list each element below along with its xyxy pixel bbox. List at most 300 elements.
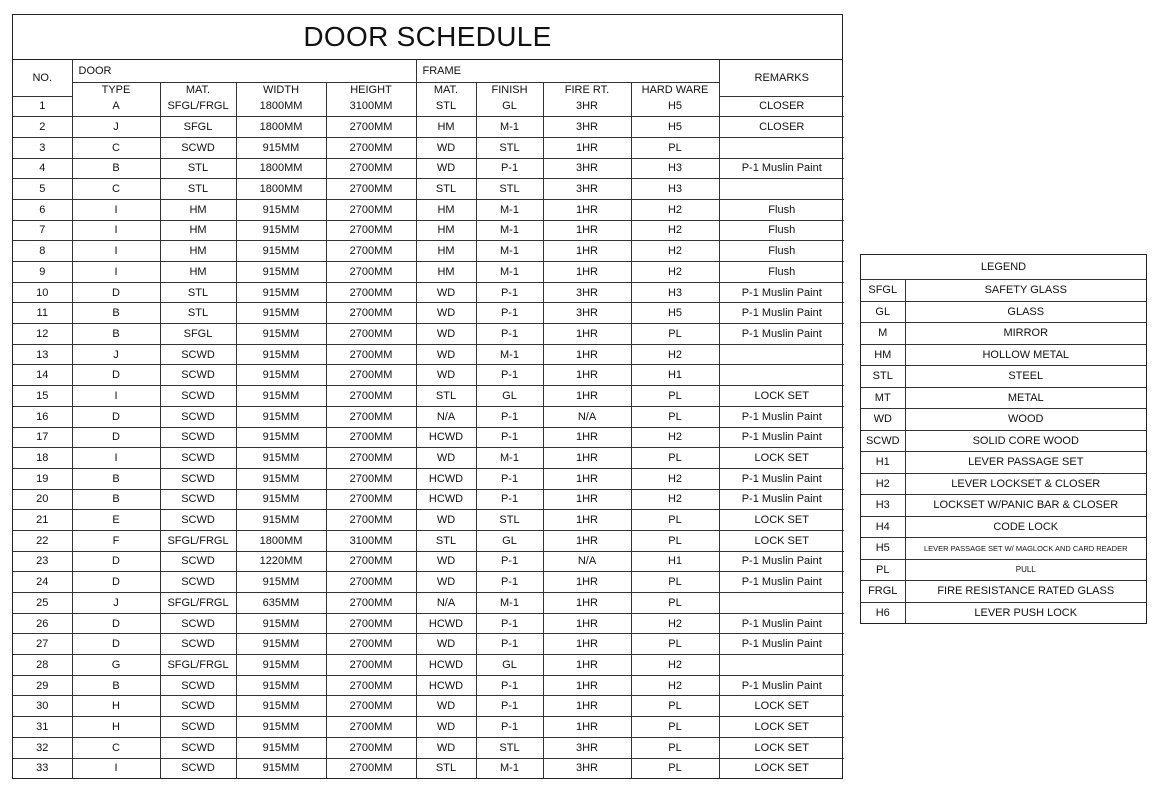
frame-hardware-cell: PL — [631, 634, 719, 655]
door-height-cell: 2700MM — [326, 468, 416, 489]
legend-description: MIRROR — [905, 323, 1146, 345]
door-type-cell: J — [72, 117, 160, 138]
legend-row — [861, 344, 1146, 366]
frame-mat-cell: WD — [416, 737, 476, 758]
frame-mat-cell: STL — [416, 96, 476, 117]
door-type-cell: H — [72, 717, 160, 738]
frame-finish-cell: P-1 — [476, 675, 543, 696]
legend-code: PL — [861, 559, 905, 581]
door-type-cell: D — [72, 551, 160, 572]
frame-mat-cell: HCWD — [416, 675, 476, 696]
table-row — [13, 510, 844, 531]
frame-hardware-cell: PL — [631, 593, 719, 614]
frame-hardware-cell: PL — [631, 758, 719, 778]
legend-row — [861, 581, 1146, 603]
header-frame-hardware: HARD WARE — [631, 83, 719, 97]
frame-finish-cell: GL — [476, 386, 543, 407]
frame-fire-rating-cell: 1HR — [543, 427, 631, 448]
frame-fire-rating-cell: 1HR — [543, 696, 631, 717]
remarks-cell — [719, 593, 844, 614]
door-width-cell: 1800MM — [236, 117, 326, 138]
door-mat-cell: HM — [160, 220, 236, 241]
door-height-cell: 2700MM — [326, 303, 416, 324]
frame-finish-cell: GL — [476, 655, 543, 676]
frame-fire-rating-cell: 1HR — [543, 365, 631, 386]
frame-hardware-cell: H2 — [631, 344, 719, 365]
door-type-cell: C — [72, 137, 160, 158]
frame-mat-cell: WD — [416, 510, 476, 531]
door-width-cell: 915MM — [236, 137, 326, 158]
door-type-cell: D — [72, 572, 160, 593]
door-type-cell: D — [72, 365, 160, 386]
door-mat-cell: SCWD — [160, 737, 236, 758]
frame-fire-rating-cell: 3HR — [543, 737, 631, 758]
row-no-cell: 26 — [13, 613, 72, 634]
legend-code: H2 — [861, 473, 905, 495]
frame-finish-cell: P-1 — [476, 158, 543, 179]
table-row — [13, 448, 844, 469]
door-type-cell: B — [72, 489, 160, 510]
frame-fire-rating-cell: 1HR — [543, 510, 631, 531]
frame-hardware-cell: H2 — [631, 613, 719, 634]
door-height-cell: 2700MM — [326, 551, 416, 572]
door-mat-cell: SCWD — [160, 448, 236, 469]
frame-fire-rating-cell: 1HR — [543, 386, 631, 407]
legend-code: H5 — [861, 538, 905, 560]
remarks-cell: P-1 Muslin Paint — [719, 468, 844, 489]
remarks-cell: P-1 Muslin Paint — [719, 427, 844, 448]
legend-description: LEVER PUSH LOCK — [905, 602, 1146, 623]
row-no-cell: 18 — [13, 448, 72, 469]
table-row — [13, 468, 844, 489]
table-row — [13, 696, 844, 717]
door-mat-cell: HM — [160, 262, 236, 283]
door-height-cell: 2700MM — [326, 613, 416, 634]
table-row — [13, 593, 844, 614]
frame-mat-cell: STL — [416, 758, 476, 778]
table-row — [13, 758, 844, 778]
door-width-cell: 915MM — [236, 675, 326, 696]
table-row — [13, 427, 844, 448]
remarks-cell — [719, 344, 844, 365]
row-no-cell: 4 — [13, 158, 72, 179]
door-type-cell: I — [72, 758, 160, 778]
frame-finish-cell: P-1 — [476, 468, 543, 489]
frame-mat-cell: WD — [416, 137, 476, 158]
frame-hardware-cell: PL — [631, 737, 719, 758]
schedule-body — [13, 96, 844, 778]
door-type-cell: I — [72, 220, 160, 241]
legend-row — [861, 452, 1146, 474]
frame-finish-cell: GL — [476, 96, 543, 117]
door-width-cell: 915MM — [236, 613, 326, 634]
door-height-cell: 2700MM — [326, 737, 416, 758]
frame-mat-cell: WD — [416, 717, 476, 738]
remarks-cell: LOCK SET — [719, 758, 844, 778]
door-type-cell: J — [72, 593, 160, 614]
frame-finish-cell: P-1 — [476, 613, 543, 634]
row-no-cell: 33 — [13, 758, 72, 778]
frame-mat-cell: HM — [416, 262, 476, 283]
frame-mat-cell: WD — [416, 634, 476, 655]
door-type-cell: I — [72, 262, 160, 283]
frame-finish-cell: STL — [476, 737, 543, 758]
legend-code: GL — [861, 301, 905, 323]
frame-fire-rating-cell: 1HR — [543, 593, 631, 614]
door-height-cell: 2700MM — [326, 282, 416, 303]
remarks-cell — [719, 365, 844, 386]
door-height-cell: 2700MM — [326, 448, 416, 469]
schedule-grid — [13, 60, 844, 778]
frame-fire-rating-cell: 1HR — [543, 137, 631, 158]
table-row — [13, 137, 844, 158]
frame-mat-cell: WD — [416, 551, 476, 572]
door-height-cell: 2700MM — [326, 406, 416, 427]
door-mat-cell: SCWD — [160, 468, 236, 489]
frame-fire-rating-cell: 1HR — [543, 613, 631, 634]
door-height-cell: 2700MM — [326, 634, 416, 655]
door-mat-cell: SCWD — [160, 137, 236, 158]
legend-description: CODE LOCK — [905, 516, 1146, 538]
frame-hardware-cell: PL — [631, 406, 719, 427]
row-no-cell: 14 — [13, 365, 72, 386]
frame-finish-cell: M-1 — [476, 758, 543, 778]
header-frame-group: FRAME — [416, 60, 719, 83]
door-mat-cell: SFGL/FRGL — [160, 593, 236, 614]
frame-fire-rating-cell: 1HR — [543, 530, 631, 551]
row-no-cell: 17 — [13, 427, 72, 448]
door-mat-cell: SFGL — [160, 324, 236, 345]
table-row — [13, 324, 844, 345]
table-row — [13, 572, 844, 593]
frame-fire-rating-cell: 1HR — [543, 655, 631, 676]
legend-body — [861, 280, 1146, 624]
remarks-cell: P-1 Muslin Paint — [719, 158, 844, 179]
door-mat-cell: SCWD — [160, 696, 236, 717]
frame-mat-cell: HCWD — [416, 468, 476, 489]
frame-hardware-cell: H2 — [631, 489, 719, 510]
door-type-cell: C — [72, 737, 160, 758]
row-no-cell: 24 — [13, 572, 72, 593]
frame-mat-cell: N/A — [416, 406, 476, 427]
frame-mat-cell: WD — [416, 324, 476, 345]
frame-finish-cell: P-1 — [476, 634, 543, 655]
frame-finish-cell: M-1 — [476, 344, 543, 365]
header-door-width: WIDTH — [236, 83, 326, 97]
frame-hardware-cell: PL — [631, 386, 719, 407]
door-height-cell: 2700MM — [326, 572, 416, 593]
remarks-cell: LOCK SET — [719, 448, 844, 469]
frame-fire-rating-cell: 3HR — [543, 179, 631, 200]
door-height-cell: 2700MM — [326, 655, 416, 676]
frame-fire-rating-cell: 1HR — [543, 717, 631, 738]
legend-code: H4 — [861, 516, 905, 538]
row-no-cell: 28 — [13, 655, 72, 676]
row-no-cell: 10 — [13, 282, 72, 303]
door-height-cell: 3100MM — [326, 530, 416, 551]
door-width-cell: 915MM — [236, 303, 326, 324]
table-row — [13, 530, 844, 551]
frame-hardware-cell: H1 — [631, 365, 719, 386]
legend-description: METAL — [905, 387, 1146, 409]
door-type-cell: I — [72, 448, 160, 469]
door-schedule-table — [12, 14, 843, 779]
legend-code: FRGL — [861, 581, 905, 603]
legend-description: WOOD — [905, 409, 1146, 431]
legend-row — [861, 366, 1146, 388]
door-mat-cell: SCWD — [160, 717, 236, 738]
door-height-cell: 2700MM — [326, 675, 416, 696]
frame-mat-cell: WD — [416, 344, 476, 365]
legend-code: WD — [861, 409, 905, 431]
row-no-cell: 22 — [13, 530, 72, 551]
frame-finish-cell: P-1 — [476, 282, 543, 303]
legend-description: STEEL — [905, 366, 1146, 388]
door-width-cell: 915MM — [236, 324, 326, 345]
remarks-cell: LOCK SET — [719, 386, 844, 407]
header-door-mat: MAT. — [160, 83, 236, 97]
door-width-cell: 915MM — [236, 634, 326, 655]
frame-finish-cell: STL — [476, 179, 543, 200]
legend-description: LEVER PASSAGE SET — [905, 452, 1146, 474]
frame-hardware-cell: H3 — [631, 282, 719, 303]
frame-hardware-cell: H2 — [631, 199, 719, 220]
frame-fire-rating-cell: 1HR — [543, 448, 631, 469]
legend-code: MT — [861, 387, 905, 409]
table-row — [13, 365, 844, 386]
remarks-cell: P-1 Muslin Paint — [719, 551, 844, 572]
door-height-cell: 2700MM — [326, 386, 416, 407]
door-type-cell: D — [72, 634, 160, 655]
frame-mat-cell: HCWD — [416, 427, 476, 448]
door-type-cell: D — [72, 406, 160, 427]
door-type-cell: B — [72, 675, 160, 696]
frame-finish-cell: P-1 — [476, 365, 543, 386]
remarks-cell: LOCK SET — [719, 530, 844, 551]
door-height-cell: 2700MM — [326, 241, 416, 262]
door-width-cell: 915MM — [236, 365, 326, 386]
legend-code: STL — [861, 366, 905, 388]
legend-code: SCWD — [861, 430, 905, 452]
frame-mat-cell: WD — [416, 572, 476, 593]
door-mat-cell: HM — [160, 241, 236, 262]
frame-mat-cell: N/A — [416, 593, 476, 614]
door-height-cell: 3100MM — [326, 96, 416, 117]
door-mat-cell: SCWD — [160, 365, 236, 386]
table-row — [13, 551, 844, 572]
frame-finish-cell: M-1 — [476, 220, 543, 241]
door-width-cell: 1800MM — [236, 179, 326, 200]
table-row — [13, 655, 844, 676]
header-no: NO. — [13, 60, 72, 96]
door-height-cell: 2700MM — [326, 489, 416, 510]
frame-hardware-cell: PL — [631, 448, 719, 469]
frame-mat-cell: WD — [416, 365, 476, 386]
row-no-cell: 2 — [13, 117, 72, 138]
frame-fire-rating-cell: N/A — [543, 406, 631, 427]
legend-row — [861, 387, 1146, 409]
frame-finish-cell: P-1 — [476, 696, 543, 717]
legend-row — [861, 602, 1146, 623]
frame-finish-cell: P-1 — [476, 717, 543, 738]
frame-hardware-cell: PL — [631, 510, 719, 531]
legend-row — [861, 409, 1146, 431]
row-no-cell: 1 — [13, 96, 72, 117]
legend-title: LEGEND — [980, 261, 1027, 273]
frame-hardware-cell: H5 — [631, 96, 719, 117]
door-mat-cell: SCWD — [160, 675, 236, 696]
frame-finish-cell: M-1 — [476, 199, 543, 220]
frame-mat-cell: HCWD — [416, 489, 476, 510]
door-mat-cell: SCWD — [160, 344, 236, 365]
door-mat-cell: SCWD — [160, 758, 236, 778]
door-width-cell: 635MM — [236, 593, 326, 614]
door-width-cell: 915MM — [236, 282, 326, 303]
frame-hardware-cell: H2 — [631, 262, 719, 283]
frame-fire-rating-cell: N/A — [543, 551, 631, 572]
door-width-cell: 915MM — [236, 737, 326, 758]
remarks-cell: Flush — [719, 241, 844, 262]
frame-hardware-cell: H3 — [631, 179, 719, 200]
frame-finish-cell: P-1 — [476, 551, 543, 572]
table-row — [13, 406, 844, 427]
row-no-cell: 16 — [13, 406, 72, 427]
frame-hardware-cell: H2 — [631, 675, 719, 696]
door-type-cell: I — [72, 241, 160, 262]
door-mat-cell: STL — [160, 282, 236, 303]
door-width-cell: 915MM — [236, 262, 326, 283]
door-width-cell: 915MM — [236, 406, 326, 427]
legend-description: PULL — [905, 559, 1146, 581]
door-type-cell: G — [72, 655, 160, 676]
table-row — [13, 737, 844, 758]
legend-description: LEVER PASSAGE SET W/ MAGLOCK AND CARD READER — [905, 538, 1146, 560]
door-type-cell: C — [72, 179, 160, 200]
row-no-cell: 13 — [13, 344, 72, 365]
door-type-cell: D — [72, 427, 160, 448]
frame-hardware-cell: PL — [631, 137, 719, 158]
frame-finish-cell: M-1 — [476, 117, 543, 138]
legend-row — [861, 430, 1146, 452]
frame-hardware-cell: H2 — [631, 468, 719, 489]
door-mat-cell: SCWD — [160, 634, 236, 655]
remarks-cell: P-1 Muslin Paint — [719, 613, 844, 634]
door-height-cell: 2700MM — [326, 199, 416, 220]
row-no-cell: 6 — [13, 199, 72, 220]
frame-mat-cell: HM — [416, 241, 476, 262]
schedule-title: DOOR SCHEDULE — [13, 15, 842, 60]
frame-hardware-cell: H5 — [631, 117, 719, 138]
table-row — [13, 717, 844, 738]
table-row — [13, 675, 844, 696]
door-mat-cell: SFGL/FRGL — [160, 530, 236, 551]
frame-finish-cell: M-1 — [476, 593, 543, 614]
door-width-cell: 1800MM — [236, 158, 326, 179]
row-no-cell: 31 — [13, 717, 72, 738]
frame-finish-cell: P-1 — [476, 427, 543, 448]
legend-row — [861, 323, 1146, 345]
door-type-cell: B — [72, 303, 160, 324]
door-width-cell: 915MM — [236, 220, 326, 241]
remarks-cell: Flush — [719, 199, 844, 220]
door-height-cell: 2700MM — [326, 717, 416, 738]
frame-fire-rating-cell: 1HR — [543, 489, 631, 510]
frame-mat-cell: STL — [416, 530, 476, 551]
frame-mat-cell: WD — [416, 448, 476, 469]
frame-mat-cell: STL — [416, 386, 476, 407]
frame-finish-cell: P-1 — [476, 303, 543, 324]
door-mat-cell: SCWD — [160, 613, 236, 634]
frame-fire-rating-cell: 1HR — [543, 572, 631, 593]
table-row — [13, 158, 844, 179]
legend-row — [861, 280, 1146, 302]
remarks-cell — [719, 179, 844, 200]
door-width-cell: 915MM — [236, 696, 326, 717]
door-width-cell: 915MM — [236, 655, 326, 676]
door-mat-cell: HM — [160, 199, 236, 220]
door-mat-cell: SCWD — [160, 406, 236, 427]
row-no-cell: 25 — [13, 593, 72, 614]
legend-row — [861, 301, 1146, 323]
legend-description: HOLLOW METAL — [905, 344, 1146, 366]
remarks-cell: P-1 Muslin Paint — [719, 489, 844, 510]
frame-fire-rating-cell: 3HR — [543, 282, 631, 303]
door-mat-cell: SCWD — [160, 510, 236, 531]
frame-mat-cell: HM — [416, 199, 476, 220]
remarks-cell: LOCK SET — [719, 510, 844, 531]
frame-hardware-cell: PL — [631, 572, 719, 593]
door-height-cell: 2700MM — [326, 117, 416, 138]
remarks-cell: P-1 Muslin Paint — [719, 406, 844, 427]
door-height-cell: 2700MM — [326, 696, 416, 717]
frame-finish-cell: P-1 — [476, 324, 543, 345]
legend-code: H3 — [861, 495, 905, 517]
frame-hardware-cell: PL — [631, 696, 719, 717]
door-mat-cell: SFGL/FRGL — [160, 655, 236, 676]
frame-mat-cell: STL — [416, 179, 476, 200]
frame-hardware-cell: H2 — [631, 427, 719, 448]
table-row — [13, 303, 844, 324]
frame-finish-cell: GL — [476, 530, 543, 551]
row-no-cell: 9 — [13, 262, 72, 283]
door-mat-cell: SCWD — [160, 551, 236, 572]
door-mat-cell: SFGL/FRGL — [160, 96, 236, 117]
door-mat-cell: STL — [160, 303, 236, 324]
door-height-cell: 2700MM — [326, 137, 416, 158]
row-no-cell: 20 — [13, 489, 72, 510]
door-mat-cell: STL — [160, 158, 236, 179]
door-mat-cell: SFGL — [160, 117, 236, 138]
table-row — [13, 282, 844, 303]
table-row — [13, 96, 844, 117]
door-width-cell: 915MM — [236, 386, 326, 407]
door-width-cell: 915MM — [236, 427, 326, 448]
header-door-height: HEIGHT — [326, 83, 416, 97]
frame-finish-cell: M-1 — [476, 262, 543, 283]
table-row — [13, 179, 844, 200]
frame-fire-rating-cell: 1HR — [543, 241, 631, 262]
door-mat-cell: SCWD — [160, 572, 236, 593]
door-width-cell: 1220MM — [236, 551, 326, 572]
door-width-cell: 915MM — [236, 717, 326, 738]
table-row — [13, 613, 844, 634]
door-type-cell: D — [72, 282, 160, 303]
door-mat-cell: SCWD — [160, 386, 236, 407]
door-height-cell: 2700MM — [326, 158, 416, 179]
header-frame-mat: MAT. — [416, 83, 476, 97]
frame-mat-cell: WD — [416, 303, 476, 324]
row-no-cell: 15 — [13, 386, 72, 407]
